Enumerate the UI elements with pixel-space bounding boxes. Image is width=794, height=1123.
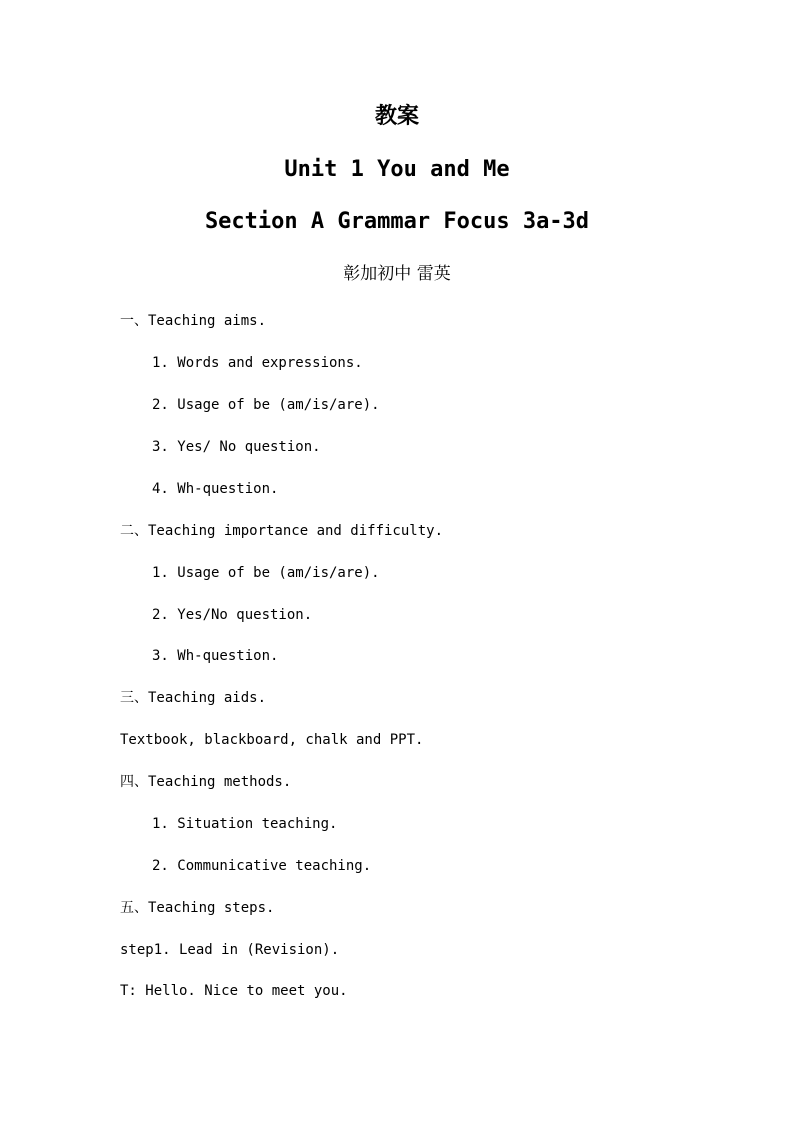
paragraph: step1. Lead in (Revision).	[120, 942, 340, 958]
list-item: 2. Usage of be (am/is/are).	[152, 397, 380, 413]
heading-importance-difficulty: 二、Teaching importance and difficulty.	[120, 523, 444, 539]
list-item: 3. Yes/ No question.	[152, 439, 321, 455]
list-item: 2. Communicative teaching.	[152, 858, 372, 874]
heading-teaching-aids: 三、Teaching aids.	[120, 690, 267, 706]
list-item: 1. Situation teaching.	[152, 816, 338, 832]
heading-teaching-steps: 五、Teaching steps.	[120, 900, 275, 916]
heading-teaching-methods: 四、Teaching methods.	[120, 774, 292, 790]
paragraph: T: Hello. Nice to meet you.	[120, 983, 348, 999]
list-item: 1. Usage of be (am/is/are).	[152, 565, 380, 581]
paragraph: Textbook, blackboard, chalk and PPT.	[120, 732, 424, 748]
list-item: 2. Yes/No question.	[152, 607, 313, 623]
list-item: 4. Wh-question.	[152, 481, 279, 497]
document-title: 教案	[374, 104, 419, 129]
list-item: 1. Words and expressions.	[152, 355, 363, 371]
author-line: 彰加初中 雷英	[343, 264, 451, 284]
list-item: 3. Wh-question.	[152, 648, 279, 664]
section-title: Section A Grammar Focus 3a-3d	[204, 209, 590, 234]
heading-teaching-aims: 一、Teaching aims.	[120, 313, 267, 329]
unit-title: Unit 1 You and Me	[284, 157, 510, 182]
